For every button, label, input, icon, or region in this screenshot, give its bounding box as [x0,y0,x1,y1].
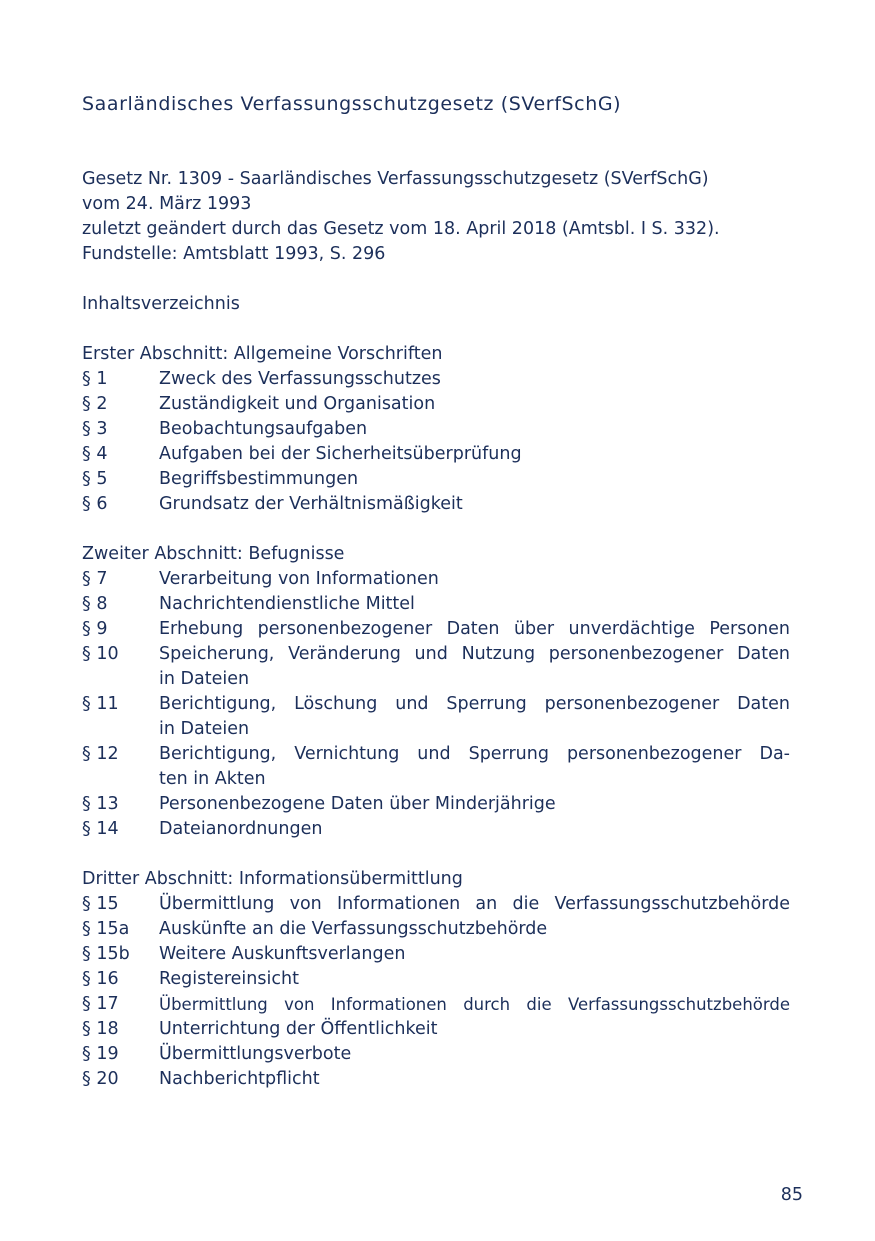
toc-entry [82,992,790,1017]
toc-entry [82,617,790,642]
paragraph-title: Berichtigung, Vernichtung und Sperrung personenbezogener Da- [159,744,790,764]
paragraph-number: § 14 [82,819,119,839]
toc-entry [82,1017,790,1042]
toc-entry [82,467,790,492]
paragraph-number: § 2 [82,394,108,414]
paragraph-title: Weitere Auskunftsverlangen [159,944,406,964]
toc-section [82,867,790,1092]
paragraph-number: § 5 [82,469,108,489]
paragraph-title-continuation: in Dateien [159,719,250,739]
paragraph-title: Begriffsbestimmungen [159,469,359,489]
paragraph-title: Beobachtungsaufgaben [159,419,368,439]
paragraph-title: Übermittlungsverbote [159,1044,352,1064]
paragraph-title: Speicherung, Veränderung und Nutzung personenbezogener Daten [159,644,790,664]
toc-entry [82,417,790,442]
paragraph-title: Personenbezogene Daten über Minderjährige [159,794,556,814]
paragraph-title-continuation: in Dateien [159,669,250,689]
toc-entry [82,692,790,717]
paragraph-number: § 17 [82,994,119,1014]
paragraph-number: § 13 [82,794,119,814]
document-title: Saarländisches Verfassungsschutzgesetz (SVerfSchG) [82,93,622,115]
paragraph-number: § 18 [82,1019,119,1039]
paragraph-title: Unterrichtung der Öffentlichkeit [159,1019,438,1039]
paragraph-title: Auskünfte an die Verfassungsschutzbehörde [159,919,548,939]
toc-entry [82,367,790,392]
toc-entry [82,892,790,917]
paragraph-number: § 15a [82,919,130,939]
toc-entry [82,942,790,967]
paragraph-number: § 6 [82,494,108,514]
paragraph-title: Übermittlung von Informationen durch die Verfassungsschutzbehörde [159,995,790,1014]
paragraph-title: Dateianordnungen [159,819,323,839]
toc-entry [82,742,790,767]
paragraph-number: § 11 [82,694,119,714]
toc-heading: Inhaltsverzeichnis [82,294,240,314]
paragraph-title: Zweck des Verfassungsschutzes [159,369,441,389]
toc-entry [82,967,790,992]
paragraph-number: § 9 [82,619,108,639]
page-number: 85 [780,1185,803,1205]
toc-entry [82,642,790,667]
section-title: Erster Abschnitt: Allgemeine Vorschriften [82,344,443,364]
law-citation [82,167,720,267]
toc-entry [82,1067,790,1092]
toc-entry [82,1042,790,1067]
toc-entry [82,492,790,517]
section-title: Zweiter Abschnitt: Befugnisse [82,544,345,564]
toc-section [82,542,790,842]
paragraph-number: § 8 [82,594,108,614]
paragraph-title: Erhebung personenbezogener Daten über unverdächtige Personen [159,619,790,639]
citation-line: zuletzt geändert durch das Gesetz vom 18. April 2018 (Amtsbl. I S. 332). [82,219,720,239]
paragraph-number: § 20 [82,1069,119,1089]
paragraph-title: Nachberichtpflicht [159,1069,320,1089]
paragraph-title: Übermittlung von Informationen an die Verfassungsschutzbehörde [159,894,790,914]
toc-entry [82,817,790,842]
paragraph-number: § 10 [82,644,119,664]
citation-line: Gesetz Nr. 1309 - Saarländisches Verfassungsschutzgesetz (SVerfSchG) [82,169,709,189]
paragraph-number: § 7 [82,569,108,589]
toc-entry [82,567,790,592]
paragraph-title: Registereinsicht [159,969,299,989]
section-title: Dritter Abschnitt: Informationsübermittlung [82,869,463,889]
paragraph-number: § 15b [82,944,130,964]
paragraph-title: Grundsatz der Verhältnismäßigkeit [159,494,463,514]
paragraph-number: § 16 [82,969,119,989]
toc-entry [82,442,790,467]
paragraph-number: § 4 [82,444,108,464]
paragraph-number: § 19 [82,1044,119,1064]
paragraph-title: Zuständigkeit und Organisation [159,394,436,414]
toc-entry [82,792,790,817]
citation-line: vom 24. März 1993 [82,194,252,214]
paragraph-title: Verarbeitung von Informationen [159,569,439,589]
toc-section [82,342,790,517]
toc-entry [82,592,790,617]
paragraph-number: § 12 [82,744,119,764]
paragraph-title: Berichtigung, Löschung und Sperrung personenbezogener Daten [159,694,790,714]
paragraph-number: § 1 [82,369,108,389]
paragraph-title: Nachrichtendienstliche Mittel [159,594,415,614]
toc-entry [82,917,790,942]
paragraph-number: § 15 [82,894,119,914]
citation-line: Fundstelle: Amtsblatt 1993, S. 296 [82,244,386,264]
toc-entry [82,392,790,417]
paragraph-title-continuation: ten in Akten [159,769,266,789]
paragraph-title: Aufgaben bei der Sicherheitsüberprüfung [159,444,522,464]
paragraph-number: § 3 [82,419,108,439]
